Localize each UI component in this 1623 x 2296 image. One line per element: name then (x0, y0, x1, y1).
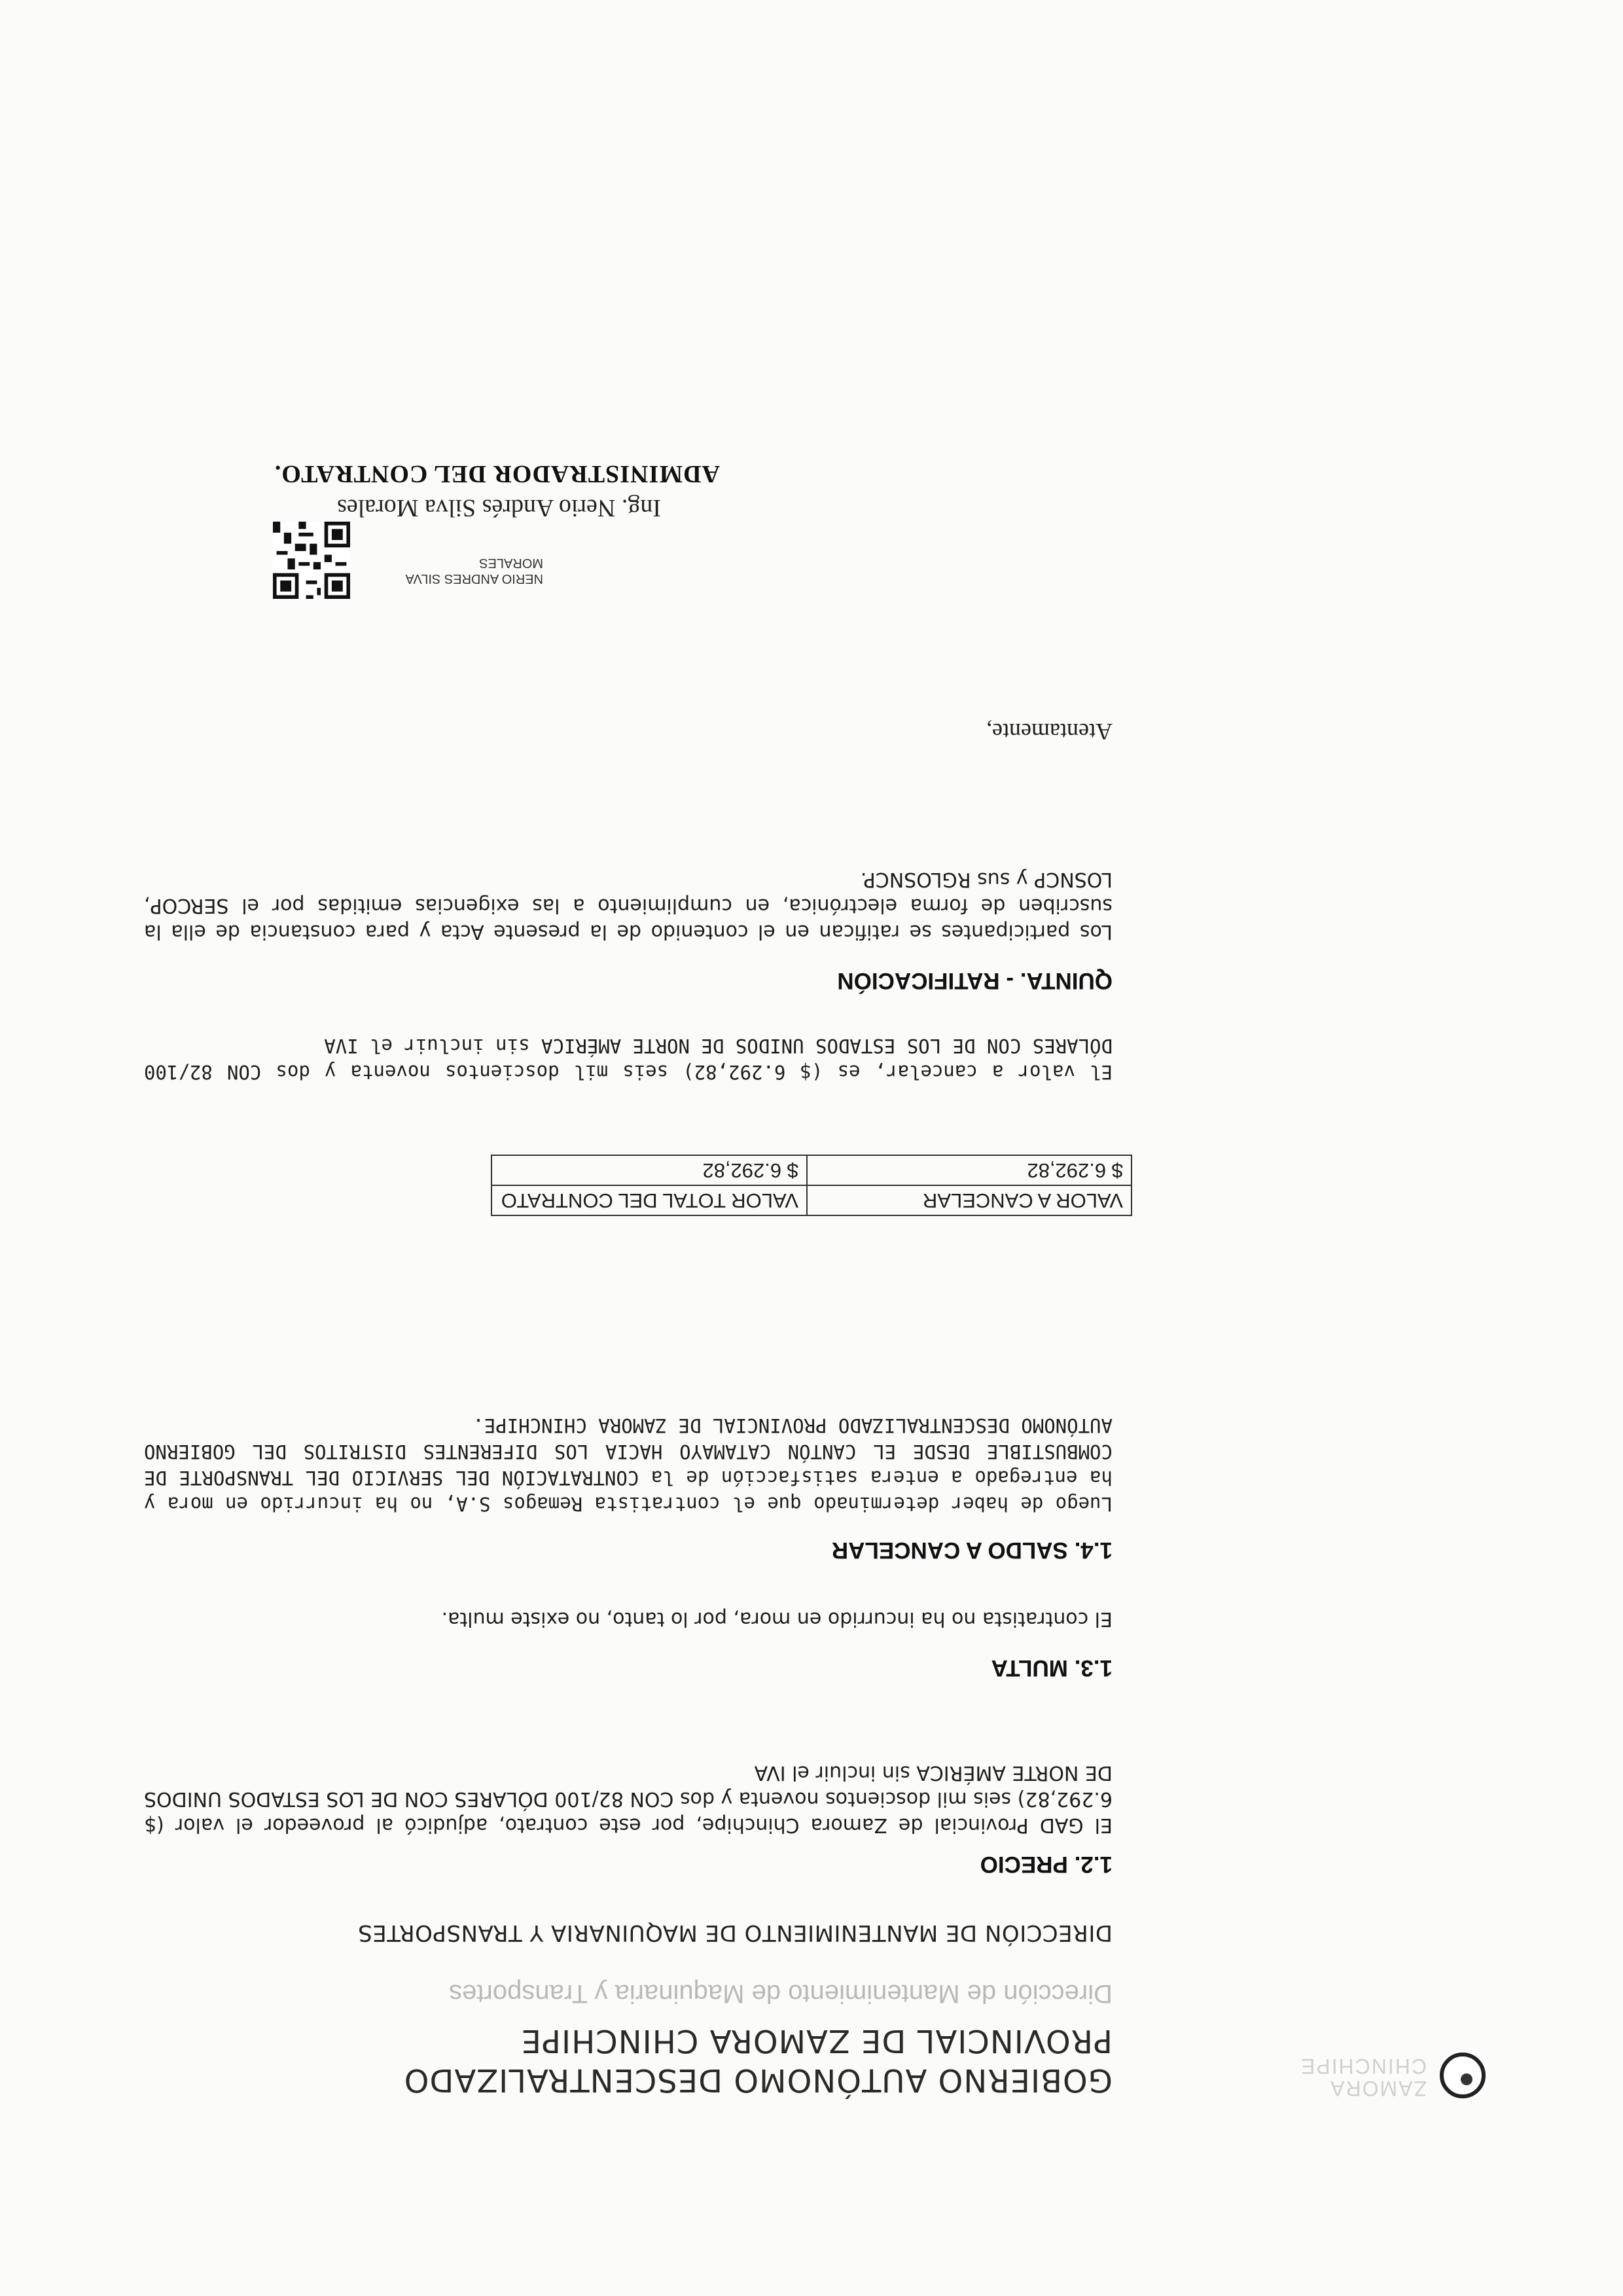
qr-signer-label: NERIO ANDRES SILVA MORALES (406, 556, 543, 586)
saldo-paragraph: Luego de haber determinado que el contratista Remagos S.A, no ha incurrido en mora y ha entregado a entera satisfacción de la CONTRATACIÓN DEL SERVICIO DEL TRANSPORTE DE COMBUSTIBLE DESDE EL CANTÓN CATAMAYO HACIA LOS DIFERENTES DISTRITOS DEL GOBIERNO AUTÓNOMO DESCENTRALIZADO PROVINCIAL DE ZAMORA CHINCHIPE. (144, 1414, 1113, 1515)
brand-logo-text: ZAMORA CHINCHIPE (1299, 2054, 1427, 2100)
qr-code-icon (273, 521, 350, 600)
table-row (491, 1185, 1132, 1215)
quinta-heading: QUINTA. - RATIFICACIÓN (837, 968, 1113, 994)
payment-table (491, 1155, 1132, 1216)
valor-paragraph: El valor a cancelar, es ($ 6.292,82) seis mil doscientos noventa y dos CON 82/100 DÓLARES CON DE LOS ESTADOS UNIDOS DE NORTE AMÉRICA sin incluir el IVA (144, 1035, 1113, 1083)
table-cell: $ 6.292,82 (807, 1155, 1132, 1185)
provincial-seal-icon (1440, 2053, 1486, 2098)
government-title-line1: GOBIERNO AUTÓNOMO DESCENTRALIZADO (403, 2062, 1113, 2098)
multa-heading: 1.3. MULTA (991, 1655, 1113, 1681)
closing-text: Atentamente, (986, 719, 1113, 745)
precio-paragraph: El GAD Provincial de Zamora Chinchipe, por este contrato, adjudicó al proveedor el valor ($ 6.292,82) seis mil doscientos noventa y dos CON 82/100 DÓLARES CON DE LOS ESTADOS UNIDOS DE NORTE AMÉRICA sin incluir el IVA (143, 1761, 1113, 1837)
subdirection-title: Dirección de Mantenimiento de Maquinaria y Transportes (449, 1979, 1113, 2008)
government-title (404, 2021, 1113, 2100)
table-row (491, 1155, 1132, 1185)
precio-heading: 1.2. PRECIO (980, 1852, 1113, 1877)
signer-name: Ing. Nerio Andrés Silva Morales (337, 494, 661, 522)
table-cell: $ 6.292,82 (491, 1155, 807, 1185)
government-title-line2: PROVINCIAL DE ZAMORA CHINCHIPE (520, 2022, 1113, 2059)
department-title: DIRECCIÓN DE MANTENIMIENTO DE MAQUINARIA Y TRANSPORTES (357, 1920, 1113, 1946)
multa-paragraph: El contratista no ha incurrido en mora, por lo tanto, no existe multa. (441, 1607, 1113, 1630)
quinta-paragraph: Los participantes se ratifican en el contenido de la presente Acta y para constancia de ella la suscriben de forma electrónica, en cumplimiento a las exigencias emitidas por el SERCOP, LOSNCP y sus RGLOSNCP. (144, 868, 1113, 943)
saldo-heading: 1.4. SALDO A CANCELAR (831, 1537, 1113, 1563)
table-header-cell: VALOR TOTAL DEL CONTRATO (491, 1185, 807, 1215)
signer-role: ADMINISTRADOR DEL CONTRATO. (274, 460, 720, 488)
table-header-cell: VALOR A CANCELAR (807, 1185, 1132, 1215)
